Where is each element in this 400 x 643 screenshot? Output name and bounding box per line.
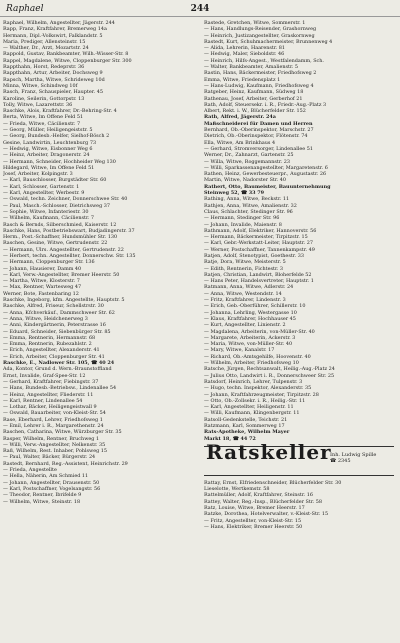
directory-entry: Hermann, Dipl.-Volkswirt, Falklandstr. 5 [3, 32, 103, 39]
directory-entry: — Wilhelm, Kaufmann, Cäcilienstr. 7 [3, 215, 94, 222]
directory-entry: — Hermann, Ulrs. Angestellter, Gertrudenstr. 22 [3, 246, 124, 253]
directory-entry: Emma, Witwe, Friedensplatz 1 [204, 76, 281, 83]
directory-entry: — Lothar, Bäcker, Heiligengeistwall 9 [3, 404, 97, 411]
directory-entry: Raschke, Alfred, Friseur, Schellstrstr. 30 [3, 303, 104, 310]
directory-entry: Rathmann, Adolf, Elektriker, Hannoverstr. 56 [204, 227, 317, 234]
directory-entry: Bernhard, Ob.-Oberinspektor, Marschstr. 27 [204, 127, 314, 134]
directory-entry: — Hugo, techn. Inspektor, Alexanderstr. 35 [204, 385, 312, 392]
ratskeller-advertisement [204, 439, 394, 476]
directory-entry: Markt 18, ☎ 44 72 [204, 435, 256, 442]
directory-entry: — Anni, Kindergärtnerin, Peterstrasse 16 [3, 322, 106, 329]
directory-entry: — Johann, Angestellter, Drausenstr. 50 [3, 479, 100, 486]
directory-entry: — Gerhard, Stromversorger, Lindenallee 51 [204, 145, 313, 152]
directory-entry: Rastede, Gretchen, Witwe, Sommerstr. 1 [204, 20, 306, 26]
directory-entry: — Maria, Witwe, von-Müller-Str. 40 [204, 341, 293, 348]
directory-entry: — Wilhelm, Arbeiter, Friedhofsweg 10 [204, 360, 299, 367]
directory-entry: — Frieda, Witwe, Cäcilienstr. 7 [3, 120, 81, 127]
directory-entry: — Hermann, Cloppenburger Str. 136 [3, 259, 95, 266]
directory-entry: Ratsoll-Gedenkstelle, Teichstr. 21 [204, 416, 288, 423]
directory-entry: Ada, Kontor, Grund d. Wern.-Braunstoffland [3, 366, 112, 373]
directory-entry: Rappold, Gustav, Bankbeamter, Wilh.-Wisser-Str. 8 [3, 51, 129, 58]
directory-entry: Rathing, Anna, Witwe, Beckstr. 11 [204, 196, 290, 203]
directory-entry: — Walther, Dr., Arzt, Mozartstr. 24 [3, 45, 89, 52]
directory-entry: — Hans, Bundesb.-Betriebsw., Lindenallee 54 [3, 385, 117, 392]
directory-entry: — Hans, Handlungs-Reisender, Grashornweg [204, 26, 317, 33]
directory-entry: — Johann, Invalide, Maienstr. 8 [204, 221, 282, 228]
directory-entry: — Karl, Postschaffner, Vogelsangstr. 56 [3, 485, 101, 492]
directory-entry: Dietrich, Ob.-Oberinspektor, Flötenstr. 74 [204, 133, 308, 140]
directory-entry: — Hermann, Stedinger Str. 96 [204, 215, 280, 222]
directory-entry: Rathenau, Josef, Arbeiter, Gerberhof 21 [204, 95, 303, 102]
directory-entry: — Klaus, Kraftfahrer, Hochhauser 45 [204, 315, 296, 322]
directory-entry: Raschke, E., Nadlower Str. 105, ☎ 40 24 [3, 360, 115, 367]
directory-entry: — Paul, Walter, Bäcker, Bürgerstr. 24 [3, 454, 96, 461]
directory-entry: — Heinz, Arbeiter, Dragonerstr. 24 [3, 152, 90, 159]
directory-entry: — Johann, Hausierer, Damm 40 [3, 265, 82, 272]
directory-entry: Ella, Witwe, Am Brinkhaus 4 [204, 139, 276, 146]
directory-entry: — Heinz, Angestellter, Fliederstr. 11 [3, 391, 94, 398]
directory-entry: — Paul, Masch.-Schlosser, Dietrichsweg 37 [3, 202, 110, 209]
directory-entry: Rattey, Walter, Reg.-Insp., Blücherfelder Str. 58 [204, 498, 322, 505]
directory-entry: — Willa, Witwe, Roggemannstr. 23 [204, 158, 291, 165]
directory-entry: — Willi, Kaufmann, Klingenbergstr. 11 [204, 410, 300, 417]
directory-entry: — Karl, Schlosser, Gartenstr. 1 [3, 183, 80, 190]
directory-entry: Werner, Bote, Fastenbaring 12 [3, 290, 79, 297]
directory-entry: Rase, Eberhard, Lehrer, Friedhofsweg 1 [3, 416, 103, 423]
directory-entry: — Kurt, Angestellter, Linienstr. 2 [204, 322, 286, 329]
directory-entry: Rastedt, Kurt, Schuhmachermeister, Brunnenweg 4 [204, 38, 333, 45]
directory-entry: Rats-Apotheke, Wilhelm Mayer [204, 429, 290, 436]
directory-entry: — Anna, Witwe, Westendstr. 14 [204, 290, 282, 297]
directory-entry: Gesine, Landwirtin, Leuchtenburg 73 [3, 139, 97, 146]
running-head: Raphael [6, 4, 44, 14]
directory-entry: Claus, Schlachter, Stedinger Str. 96 [204, 208, 293, 215]
ad-line-2: ☎ 2345 [330, 458, 351, 465]
directory-entry: — Johanna, Lehrling, Westergasse 10 [204, 309, 297, 316]
ad-line-1: Inh. Ludwig Spille [330, 451, 377, 458]
directory-entry: — Oswald, techn. Zeichner, Donnerschwee Str. 40 [3, 196, 128, 203]
directory-entry: — Heinrich, Hilfs-Angest., Westfalendamm, Sch. [204, 57, 324, 64]
directory-entry: — Max, Rentner, Wartesweg 47 [3, 284, 82, 291]
directory-entry: — Walter, Bankbeamter, Amalienstr. 5 [204, 64, 299, 71]
directory-entry: Rasper, Wilhelm, Rentner, Bruchweg 1 [3, 435, 100, 442]
directory-entry: Rattelmüller, Adolf, Kraftfahrer, Steinstr. 16 [204, 492, 313, 499]
directory-entry: — Hedwig, Witwe, Eisbonner Weg 6 [3, 145, 93, 152]
directory-entry: Hildegard, Witwe, Im Offene Feld 51 [3, 164, 95, 171]
directory-entry: — Herbert, techn. Angestellter, Donnerschw. Str. 135 [3, 252, 136, 259]
directory-entry: — Martha, Witwe, Klosterstr. 7 [3, 278, 80, 285]
directory-entry: Ratjen, Adolf, Stenotypist, Goethestr. 33 [204, 252, 304, 259]
directory-entry: Rasch, Franz, Schauspieler, Haupter. 45 [3, 89, 103, 96]
right-column-bottom-entries [204, 480, 394, 530]
directory-entry: Tolly, Witwe, Lazarettstr. 36 [3, 101, 73, 108]
directory-entry: Herm., Post.-Schaffner, Hundsmühler Str. 130 [3, 234, 118, 241]
directory-entry: Rasch & Bernds, Silberschmied, Kaiserstr. 12 [3, 221, 117, 228]
ad-details [330, 452, 394, 465]
left-column [3, 20, 193, 505]
directory-entry: — Werner, Postschaffner, Tannenkampstr. 49 [204, 246, 315, 253]
directory-entry: — Magdalena, Arbeiterin, von-Müller-Str. 40 [204, 328, 315, 335]
directory-entry: Raschke, Alois, Kraftfahrer, Dr.-Behring-Str. 4 [3, 108, 117, 115]
right-column [204, 20, 394, 530]
directory-entry: Ratsdorf, Heinrich, Lehrer, Tulpenstr. 3 [204, 378, 303, 385]
directory-entry: Rappthahn, Artur, Arbeiter, Dochsweg 9 [3, 70, 103, 77]
directory-entry: — Karl, Rentner, Lindenallee 54 [3, 397, 83, 404]
directory-entry: — Hermann, Bäckermeister, Tirpitzstr. 15 [204, 234, 308, 241]
directory-entry: — Hans Peter, Handelsvertreter, Hauptstr. 1 [204, 278, 314, 285]
right-column-top-entries [204, 20, 394, 442]
directory-entry: — Karl, Angestellter, Heiligenstr. 11 [204, 404, 294, 411]
directory-entry: Ratje, Dora, Witwe, Meisterstr. 5 [204, 259, 286, 266]
directory-entry: Raschke, Ingeborg, kfm. Angestellte, Hauptstr. 5 [3, 297, 125, 304]
directory-entry: Rattay, Ernst, Elfriedenschneider, Blücherfelder Str. 30 [204, 479, 342, 486]
directory-entry: — Fritz, Kraftfahrer, Lindenstr. 3 [204, 297, 286, 304]
directory-entry: — Anna, Kfchverkäuf., Dammschweer Str. 62 [3, 309, 115, 316]
directory-entry: — Willi, Sparkassenangestellter, Margaretenstr. 6 [204, 164, 328, 171]
directory-entry: Lieselotte, Wertkemstr. 58 [204, 486, 270, 493]
directory-entry: Rathjen, Anna, Witwe, Amalienstr. 32 [204, 202, 297, 209]
directory-entry: — Hella, Näherin, Am Schmied 11 [3, 473, 89, 480]
directory-entry: — Edith, Rentnerin, Fichtestr. 3 [204, 265, 284, 272]
directory-entry: — Georg, Müller, Heiligengeiststr. 5 [3, 127, 93, 134]
ad-logo: Ratskeller [206, 439, 332, 464]
directory-entry: Rath, Adolf, Steuersekr. i. R., Friedr.-Aug.-Platz 3 [204, 101, 327, 108]
directory-entry: — Hans-Ludwig, Kaufmann, Friedhofsweg 4 [204, 82, 314, 89]
directory-entry: — Georg, Bundesb.-Helfer, Sielhof-Bösch 2 [3, 133, 110, 140]
directory-entry: — Emma, Rentnerin, Rubezahlstr. 2 [3, 341, 92, 348]
directory-entry: Martin, Witwe, Nadorster Str. 40 [204, 177, 287, 184]
directory-entry: — Julius Otto, Landwirt i. R., Donnerschweer Str. 25 [204, 372, 335, 379]
directory-entry: — Alida, Lehrerin, Haarenstr. 81 [204, 45, 286, 52]
directory-entry: Berta, Witwe, Im Offene Feld 51 [3, 114, 84, 121]
directory-entry: — Mary, Witwe, Kanalstr. 17 [204, 347, 275, 354]
directory-entry: — Hans, Elektriker, Bremer Heerstr. 50 [204, 523, 303, 530]
directory-entry: Rath, Alfred, Jägerstr. 24a [204, 114, 276, 121]
directory-entry: — Fritz, Angestellter, von-Kleist-Str. 15 [204, 517, 302, 524]
directory-entry: Rappel, Magdalene, Witwe, Cloppenburger Str. 300 [3, 57, 132, 64]
directory-entry: Raphael, Wilhelm, Angestellter, Jägerstr. 244 [3, 20, 115, 26]
directory-entry: Werner, Dr., Zahnarzt, Gartenstr. 25 [204, 152, 294, 159]
directory-entry: Raschen, Catharina, Witwe, Würzburger Str. 35 [3, 429, 122, 436]
directory-entry: Rappthahn, Horst, Redeprstr. 36 [3, 64, 85, 71]
directory-entry: Rapp, Franz, Kraftfahrer, Bremerweg 14a [3, 26, 107, 33]
directory-entry: Ratjen, Christian, Landwirt, Bloherfelde 52 [204, 271, 312, 278]
directory-entry: — Emma, Rentnerin, Hermannstr. 68 [3, 334, 96, 341]
directory-entry: Maria, Prediger, Allensteinstr. 15 [3, 38, 86, 45]
directory-entry: — Oswald, Bauarbeiter, von-Kleist-Str. 54 [3, 410, 106, 417]
directory-entry: Ratz, Louise, Witwe, Bremer Heerstr. 17 [204, 505, 305, 512]
directory-entry: — Richard, Ob.-Amtsgehilfe, Hoovenstr. 40 [204, 353, 311, 360]
directory-entry: — Gerhard, Kraftfahrer, Fiebingstr. 37 [3, 378, 99, 385]
directory-entry: Rastin, Hans, Bäckermeister, Friedhofsweg 2 [204, 70, 317, 77]
directory-entry: Rathert, Otto, Baumeister, Bauunternehmung [204, 183, 331, 190]
directory-entry: — Hedwig, Maler, Sieboldstr. 46 [204, 51, 285, 58]
directory-entry: — Emil, Lehrer i. R., Margarethenstr. 24 [3, 423, 104, 429]
directory-entry: — Johann, Kraftfahrzeugmeister, Tirpitzstr. 28 [204, 391, 319, 398]
directory-entry: — Erich, Angestellter, Alexanderstr. 41 [3, 347, 100, 354]
directory-entry: — Theodor, Rentner, Ibrifelde 9 [3, 492, 82, 499]
directory-entry: — Otto, Ob.-Zollsekr. i. R., Heilig.-Str. 11 [204, 397, 306, 404]
directory-entry: Rathen, Heinz, Gewerbesteuerpr., Augustastr. 26 [204, 171, 327, 178]
directory-entry: Minna, Witwe, Schindweg 10f [3, 82, 78, 89]
directory-entry: Raschke, Hans, Postbetriebswart, Budjadingerstr. 37 [3, 227, 135, 234]
directory-entry: — Erich, Geb.-Oberführer, Schillerstr. 10 [204, 303, 306, 310]
directory-entry: Ratsche, Jürgen, Rechtsanwalt, Heilig.-Aug.-Platz 24 [204, 366, 335, 373]
directory-entry: Maßschneiderei für Damen und Herren [204, 120, 313, 127]
directory-entry: Raschen, Gesine, Witwe, Gertrudenstr. 22 [3, 240, 108, 247]
page-header [0, 2, 400, 17]
directory-entry: — Karl, Gebr.-Werkstatt-Leiter, Hauptstr. 27 [204, 240, 314, 247]
directory-entry: — Heinrich, Justizangestellter, Graskornweg [204, 32, 315, 39]
directory-entry: — Willi, Verw.-Angestellter, Nelkenstr. 35 [3, 441, 106, 448]
directory-entry: — Frieda, Angestellte [3, 467, 57, 474]
directory-entry: — Margarete, Arbeiterin, Ackerstr. 3 [204, 334, 296, 341]
directory-entry: — Anna, Witwe, Heidchenerweg 3 [3, 315, 88, 322]
directory-entry: — Sophie, Witwe, Infanteriestr. 30 [3, 208, 89, 215]
directory-entry: Ratmann, Anna, Witwe, Adlerstr. 24 [204, 284, 294, 291]
directory-entry: Steinweg 52, ☎ 33 79 [204, 190, 265, 197]
directory-entry: Rastedt, Bernhard, Reg.-Assistent, Heinrichstr. 29 [3, 460, 128, 467]
directory-entry: Ratzke, Dorothea, Hotelverwalter, v.-Kleist-Str. 15 [204, 511, 329, 518]
directory-entry: Albert, Rekt. i. W., Blücherfelder Str. 152 [204, 108, 306, 115]
directory-entry: Ratgeber, Heinz, Kaufmann, Südweg 18 [204, 89, 304, 96]
directory-entry: — Wilhelm, Witwe, Steinstr. 18 [3, 498, 81, 505]
directory-entry: — Karl, Verw.-Angestellter, Bremer Heerstr. 50 [3, 271, 120, 278]
directory-entry: — Karl, Angestellter, Werbestr. 9 [3, 190, 85, 197]
page-number: 244 [190, 4, 210, 14]
directory-entry: — Erich, Arbeiter, Cloppenburger Str. 41 [3, 353, 105, 360]
directory-entry: — Karl, Bauschlosser, Burgstädter Str. 60 [3, 177, 107, 184]
directory-entry: Raß, Wilhelm, Rest. Inhaber, Pohlsweg 15 [3, 448, 108, 455]
directory-entry: Ernst, Invalide, Graf-Spee-Str. 12 [3, 372, 86, 379]
directory-entry: — Hermann, Schneider, Hochheider Weg 130 [3, 158, 116, 165]
directory-entry: Karoline, Seilerin, Gottorpstr. 13 [3, 95, 85, 102]
directory-entry: Ratzmann, Karl, Sommerweg 17 [204, 423, 285, 429]
directory-entry: Josef, Arbeiter, Kolpingstr. 3 [3, 171, 73, 178]
directory-entry: Rapsch, Martha, Witwe, Schrideweg 10d [3, 76, 105, 83]
directory-entry: — Eduard, Schneider, Siebenbürger Str. 85 [3, 328, 111, 335]
